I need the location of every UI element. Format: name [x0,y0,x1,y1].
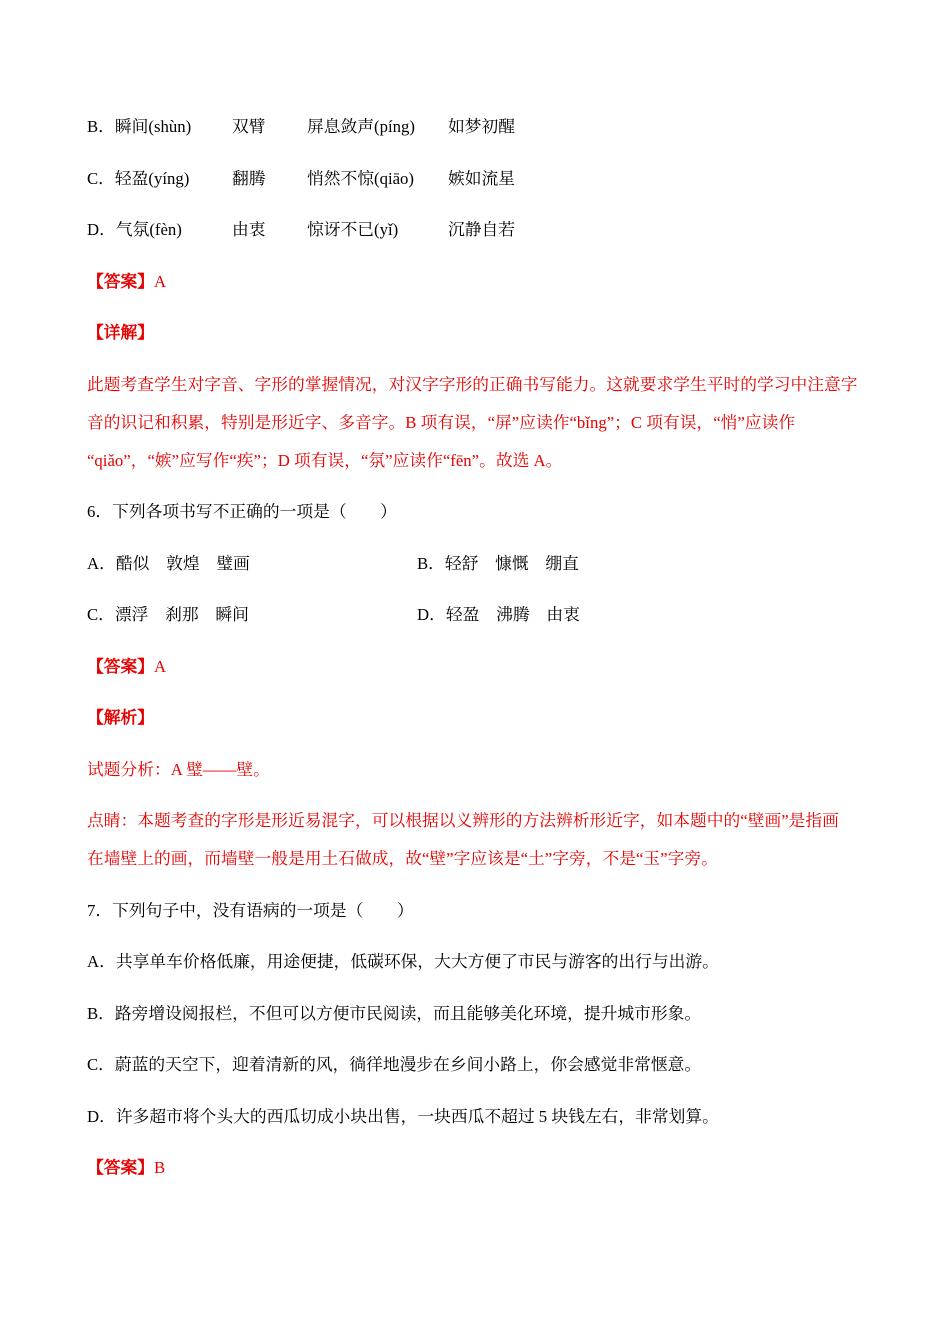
q5-detail-line: “qiǎo”，“嫉”应写作“疾”；D 项有误，“氛”应读作“fēn”。故选 A。 [87,450,563,470]
q5-detail-line: 此题考查学生对字音、字形的掌握情况，对汉字字形的正确书写能力。这就要求学生平时的学习中注意字 [87,374,858,394]
q6-options-row-2 [87,596,867,634]
q5-option-d-item-1: D．气氛(fèn) [87,220,182,239]
q5-option-d-item-2: 由衷 [232,220,266,239]
q5-option-c-item-4: 嫉如流星 [448,168,516,188]
q5-option-d [87,211,867,249]
q5-option-c-item-2: 翻腾 [232,168,266,188]
q6-stem: 6．下列各项书写不正确的一项是（ ） [87,502,397,521]
q5-detail-heading [87,314,867,352]
q5-option-b-item-3: 屏息敛声(píng) [307,117,415,136]
q5-option-d-item-4: 沉静自若 [448,220,516,239]
q6-answer [87,648,867,686]
q7-option-a: A．共享单车价格低廉，用途便捷，低碳环保，大大方便了市民与游客的出行与出游。 [87,952,719,971]
q5-option-d-item-3: 惊讶不已(yǐ) [307,220,399,239]
q5-option-c-item-1: C．轻盈(yíng) [87,168,190,188]
q6-option-c: C．漂浮 刹那 瞬间 [87,605,249,624]
q5-option-b [87,108,867,146]
q7-option-b: B．路旁增设阅报栏，不但可以方便市民阅读，而且能够美化环境，提升城市形象。 [87,1003,702,1023]
q6-option-b: B．轻舒 慷慨 绷直 [417,553,579,573]
q5-answer-label: 【答案】 [87,271,155,291]
q5-answer-value: A [154,271,167,291]
q5-detail-label: 【详解】 [87,323,155,342]
q5-detail-text [87,366,867,480]
q5-option-c [87,160,867,198]
q7-option-d: D．许多超市将个头大的西瓜切成小块出售，一块西瓜不超过 5 块钱左右，非常划算。 [87,1106,719,1126]
q6-analysis-heading [87,699,867,737]
q6-tip-text [87,802,867,878]
q6-tip-line: 点睛：本题考查的字形是形近易混字，可以根据以义辨形的方法辨析形近字，如本题中的“壁画”是指画 [87,811,839,830]
q5-option-b-item-2: 双臂 [232,117,266,136]
q6-answer-label: 【答案】 [87,656,155,676]
q6-analysis-text: 试题分析：A 璧——壁。 [87,759,270,779]
q5-answer [87,263,867,301]
q7-answer-label: 【答案】 [87,1158,155,1177]
q5-detail-line: 音的识记和积累，特别是形近字、多音字。B 项有误，“屏”应读作“bǐng”；C 项有误，“悄”应读作 [87,412,796,432]
q5-option-b-item-4: 如梦初醒 [448,117,516,136]
q6-option-d: D．轻盈 沸腾 由衷 [417,605,580,624]
document-page [87,108,867,1201]
q7-answer-value: B [154,1158,166,1177]
q5-option-b-item-1: B．瞬间(shùn) [87,117,192,136]
q6-answer-value: A [154,656,167,676]
q6-analysis-label: 【解析】 [87,708,155,727]
q7-option-c: C．蔚蓝的天空下，迎着清新的风，徜徉地漫步在乡间小路上，你会感觉非常惬意。 [87,1055,702,1074]
q7-answer [87,1149,867,1187]
q5-option-c-item-3: 悄然不惊(qiāo) [307,168,414,188]
q6-tip-line: 在墙壁上的画，而墙壁一般是用土石做成，故“壁”字应该是“土”字旁，不是“玉”字旁。 [87,849,718,868]
q6-options-row-1 [87,545,867,583]
q6-option-a: A．酷似 敦煌 璧画 [87,553,250,573]
q7-stem: 7．下列句子中，没有语病的一项是（ ） [87,900,414,920]
